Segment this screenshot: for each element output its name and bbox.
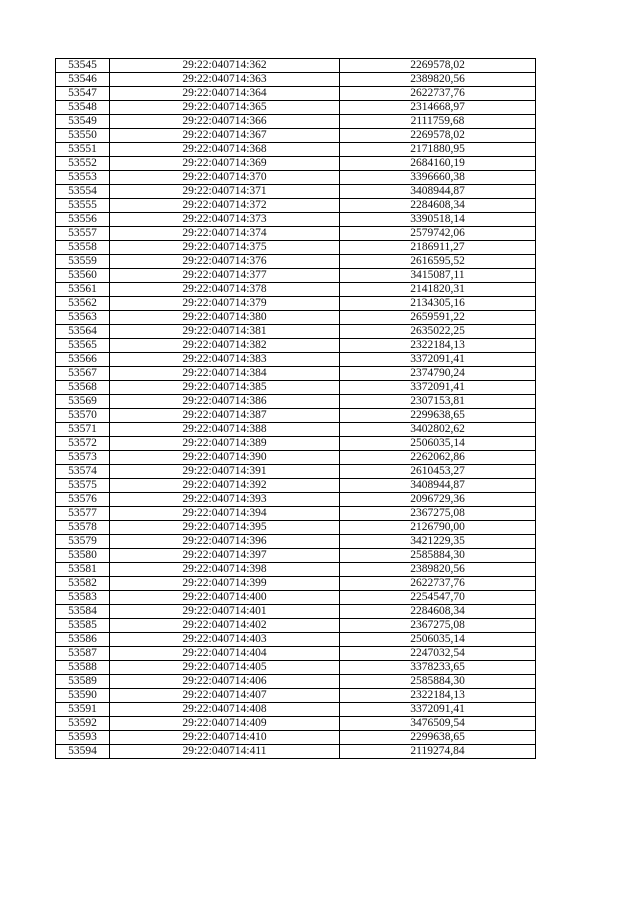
row-number-cell: 53583 bbox=[56, 591, 110, 605]
table-row bbox=[56, 675, 536, 689]
row-number-cell: 53588 bbox=[56, 661, 110, 675]
table-row bbox=[56, 87, 536, 101]
cadastral-number-cell: 29:22:040714:388 bbox=[110, 423, 340, 437]
cadastral-value-cell: 2389820,56 bbox=[340, 73, 536, 87]
cadastral-value-cell: 3408944,87 bbox=[340, 479, 536, 493]
cadastral-number-cell: 29:22:040714:405 bbox=[110, 661, 340, 675]
row-number-cell: 53579 bbox=[56, 535, 110, 549]
cadastral-value-cell: 2269578,02 bbox=[340, 129, 536, 143]
cadastral-number-cell: 29:22:040714:365 bbox=[110, 101, 340, 115]
cadastral-value-cell: 3378233,65 bbox=[340, 661, 536, 675]
table-row bbox=[56, 381, 536, 395]
row-number-cell: 53552 bbox=[56, 157, 110, 171]
cadastral-value-cell: 2262062,86 bbox=[340, 451, 536, 465]
cadastral-number-cell: 29:22:040714:389 bbox=[110, 437, 340, 451]
table-row bbox=[56, 73, 536, 87]
cadastral-number-cell: 29:22:040714:395 bbox=[110, 521, 340, 535]
cadastral-number-cell: 29:22:040714:364 bbox=[110, 87, 340, 101]
row-number-cell: 53564 bbox=[56, 325, 110, 339]
row-number-cell: 53554 bbox=[56, 185, 110, 199]
row-number-cell: 53550 bbox=[56, 129, 110, 143]
table-row bbox=[56, 325, 536, 339]
table-row bbox=[56, 339, 536, 353]
cadastral-number-cell: 29:22:040714:367 bbox=[110, 129, 340, 143]
cadastral-value-cell: 3390518,14 bbox=[340, 213, 536, 227]
row-number-cell: 53594 bbox=[56, 745, 110, 759]
row-number-cell: 53559 bbox=[56, 255, 110, 269]
row-number-cell: 53561 bbox=[56, 283, 110, 297]
cadastral-value-cell: 2119274,84 bbox=[340, 745, 536, 759]
row-number-cell: 53567 bbox=[56, 367, 110, 381]
cadastral-value-cell: 2314668,97 bbox=[340, 101, 536, 115]
cadastral-number-cell: 29:22:040714:370 bbox=[110, 171, 340, 185]
row-number-cell: 53553 bbox=[56, 171, 110, 185]
table-row bbox=[56, 353, 536, 367]
cadastral-number-cell: 29:22:040714:379 bbox=[110, 297, 340, 311]
cadastral-value-cell: 2374790,24 bbox=[340, 367, 536, 381]
cadastral-number-cell: 29:22:040714:399 bbox=[110, 577, 340, 591]
cadastral-value-cell: 2254547,70 bbox=[340, 591, 536, 605]
row-number-cell: 53589 bbox=[56, 675, 110, 689]
table-row bbox=[56, 423, 536, 437]
cadastral-value-cell: 3396660,38 bbox=[340, 171, 536, 185]
row-number-cell: 53591 bbox=[56, 703, 110, 717]
row-number-cell: 53587 bbox=[56, 647, 110, 661]
table-row bbox=[56, 703, 536, 717]
row-number-cell: 53565 bbox=[56, 339, 110, 353]
table-row bbox=[56, 619, 536, 633]
cadastral-value-cell: 3415087,11 bbox=[340, 269, 536, 283]
cadastral-number-cell: 29:22:040714:411 bbox=[110, 745, 340, 759]
cadastral-value-cell: 2141820,31 bbox=[340, 283, 536, 297]
row-number-cell: 53574 bbox=[56, 465, 110, 479]
table-row bbox=[56, 409, 536, 423]
cadastral-number-cell: 29:22:040714:375 bbox=[110, 241, 340, 255]
row-number-cell: 53571 bbox=[56, 423, 110, 437]
cadastral-number-cell: 29:22:040714:371 bbox=[110, 185, 340, 199]
row-number-cell: 53556 bbox=[56, 213, 110, 227]
cadastral-value-cell: 2585884,30 bbox=[340, 549, 536, 563]
cadastral-number-cell: 29:22:040714:368 bbox=[110, 143, 340, 157]
table-row bbox=[56, 157, 536, 171]
table-body bbox=[56, 59, 536, 759]
cadastral-value-cell: 2610453,27 bbox=[340, 465, 536, 479]
cadastral-value-cell: 2322184,13 bbox=[340, 689, 536, 703]
cadastral-number-cell: 29:22:040714:397 bbox=[110, 549, 340, 563]
cadastral-value-cell: 2284608,34 bbox=[340, 605, 536, 619]
table-row bbox=[56, 437, 536, 451]
cadastral-number-cell: 29:22:040714:404 bbox=[110, 647, 340, 661]
row-number-cell: 53551 bbox=[56, 143, 110, 157]
cadastral-value-table bbox=[55, 58, 536, 759]
row-number-cell: 53570 bbox=[56, 409, 110, 423]
cadastral-value-cell: 2247032,54 bbox=[340, 647, 536, 661]
cadastral-value-cell: 3372091,41 bbox=[340, 381, 536, 395]
row-number-cell: 53560 bbox=[56, 269, 110, 283]
cadastral-value-cell: 3372091,41 bbox=[340, 353, 536, 367]
cadastral-value-cell: 2684160,19 bbox=[340, 157, 536, 171]
cadastral-number-cell: 29:22:040714:406 bbox=[110, 675, 340, 689]
cadastral-number-cell: 29:22:040714:374 bbox=[110, 227, 340, 241]
cadastral-number-cell: 29:22:040714:386 bbox=[110, 395, 340, 409]
cadastral-value-cell: 2622737,76 bbox=[340, 577, 536, 591]
cadastral-number-cell: 29:22:040714:400 bbox=[110, 591, 340, 605]
cadastral-number-cell: 29:22:040714:372 bbox=[110, 199, 340, 213]
table-row bbox=[56, 717, 536, 731]
cadastral-value-cell: 3372091,41 bbox=[340, 703, 536, 717]
cadastral-value-cell: 2367275,08 bbox=[340, 619, 536, 633]
cadastral-value-cell: 2299638,65 bbox=[340, 409, 536, 423]
table-row bbox=[56, 731, 536, 745]
cadastral-number-cell: 29:22:040714:390 bbox=[110, 451, 340, 465]
table-row bbox=[56, 633, 536, 647]
table-row bbox=[56, 563, 536, 577]
row-number-cell: 53549 bbox=[56, 115, 110, 129]
cadastral-value-cell: 2389820,56 bbox=[340, 563, 536, 577]
cadastral-number-cell: 29:22:040714:383 bbox=[110, 353, 340, 367]
cadastral-number-cell: 29:22:040714:387 bbox=[110, 409, 340, 423]
cadastral-number-cell: 29:22:040714:376 bbox=[110, 255, 340, 269]
row-number-cell: 53569 bbox=[56, 395, 110, 409]
cadastral-value-cell: 2269578,02 bbox=[340, 59, 536, 73]
table-row bbox=[56, 255, 536, 269]
cadastral-value-cell: 2622737,76 bbox=[340, 87, 536, 101]
cadastral-value-cell: 3402802,62 bbox=[340, 423, 536, 437]
cadastral-number-cell: 29:22:040714:410 bbox=[110, 731, 340, 745]
cadastral-value-cell: 2506035,14 bbox=[340, 633, 536, 647]
table-row bbox=[56, 689, 536, 703]
row-number-cell: 53563 bbox=[56, 311, 110, 325]
cadastral-number-cell: 29:22:040714:398 bbox=[110, 563, 340, 577]
row-number-cell: 53582 bbox=[56, 577, 110, 591]
cadastral-value-cell: 3476509,54 bbox=[340, 717, 536, 731]
table-row bbox=[56, 283, 536, 297]
table-row bbox=[56, 605, 536, 619]
table-row bbox=[56, 465, 536, 479]
cadastral-number-cell: 29:22:040714:394 bbox=[110, 507, 340, 521]
table-row bbox=[56, 745, 536, 759]
cadastral-number-cell: 29:22:040714:366 bbox=[110, 115, 340, 129]
row-number-cell: 53577 bbox=[56, 507, 110, 521]
document-page bbox=[55, 58, 536, 759]
cadastral-number-cell: 29:22:040714:401 bbox=[110, 605, 340, 619]
table-row bbox=[56, 199, 536, 213]
cadastral-value-cell: 2134305,16 bbox=[340, 297, 536, 311]
row-number-cell: 53584 bbox=[56, 605, 110, 619]
table-row bbox=[56, 535, 536, 549]
cadastral-number-cell: 29:22:040714:373 bbox=[110, 213, 340, 227]
table-row bbox=[56, 269, 536, 283]
table-row bbox=[56, 507, 536, 521]
cadastral-number-cell: 29:22:040714:381 bbox=[110, 325, 340, 339]
row-number-cell: 53545 bbox=[56, 59, 110, 73]
row-number-cell: 53548 bbox=[56, 101, 110, 115]
cadastral-value-cell: 2579742,06 bbox=[340, 227, 536, 241]
row-number-cell: 53546 bbox=[56, 73, 110, 87]
row-number-cell: 53558 bbox=[56, 241, 110, 255]
cadastral-number-cell: 29:22:040714:377 bbox=[110, 269, 340, 283]
row-number-cell: 53575 bbox=[56, 479, 110, 493]
table-row bbox=[56, 395, 536, 409]
table-row bbox=[56, 101, 536, 115]
table-row bbox=[56, 549, 536, 563]
cadastral-value-cell: 2284608,34 bbox=[340, 199, 536, 213]
cadastral-value-cell: 2506035,14 bbox=[340, 437, 536, 451]
row-number-cell: 53592 bbox=[56, 717, 110, 731]
row-number-cell: 53576 bbox=[56, 493, 110, 507]
row-number-cell: 53562 bbox=[56, 297, 110, 311]
row-number-cell: 53572 bbox=[56, 437, 110, 451]
table-row bbox=[56, 171, 536, 185]
cadastral-number-cell: 29:22:040714:382 bbox=[110, 339, 340, 353]
table-row bbox=[56, 185, 536, 199]
row-number-cell: 53566 bbox=[56, 353, 110, 367]
cadastral-number-cell: 29:22:040714:369 bbox=[110, 157, 340, 171]
table-row bbox=[56, 59, 536, 73]
cadastral-number-cell: 29:22:040714:362 bbox=[110, 59, 340, 73]
cadastral-value-cell: 2367275,08 bbox=[340, 507, 536, 521]
table-row bbox=[56, 521, 536, 535]
cadastral-value-cell: 2126790,00 bbox=[340, 521, 536, 535]
cadastral-number-cell: 29:22:040714:384 bbox=[110, 367, 340, 381]
table-row bbox=[56, 479, 536, 493]
cadastral-value-cell: 2299638,65 bbox=[340, 731, 536, 745]
table-row bbox=[56, 241, 536, 255]
table-row bbox=[56, 493, 536, 507]
row-number-cell: 53568 bbox=[56, 381, 110, 395]
table-row bbox=[56, 451, 536, 465]
table-row bbox=[56, 297, 536, 311]
cadastral-value-cell: 2659591,22 bbox=[340, 311, 536, 325]
cadastral-number-cell: 29:22:040714:396 bbox=[110, 535, 340, 549]
cadastral-number-cell: 29:22:040714:409 bbox=[110, 717, 340, 731]
table-row bbox=[56, 227, 536, 241]
cadastral-value-cell: 2096729,36 bbox=[340, 493, 536, 507]
cadastral-number-cell: 29:22:040714:403 bbox=[110, 633, 340, 647]
row-number-cell: 53586 bbox=[56, 633, 110, 647]
cadastral-value-cell: 2616595,52 bbox=[340, 255, 536, 269]
cadastral-number-cell: 29:22:040714:378 bbox=[110, 283, 340, 297]
row-number-cell: 53578 bbox=[56, 521, 110, 535]
table-row bbox=[56, 213, 536, 227]
cadastral-value-cell: 3421229,35 bbox=[340, 535, 536, 549]
table-row bbox=[56, 577, 536, 591]
row-number-cell: 53581 bbox=[56, 563, 110, 577]
cadastral-number-cell: 29:22:040714:363 bbox=[110, 73, 340, 87]
cadastral-number-cell: 29:22:040714:380 bbox=[110, 311, 340, 325]
cadastral-number-cell: 29:22:040714:393 bbox=[110, 493, 340, 507]
cadastral-value-cell: 2111759,68 bbox=[340, 115, 536, 129]
row-number-cell: 53590 bbox=[56, 689, 110, 703]
cadastral-value-cell: 2322184,13 bbox=[340, 339, 536, 353]
cadastral-value-cell: 2171880,95 bbox=[340, 143, 536, 157]
cadastral-value-cell: 2307153,81 bbox=[340, 395, 536, 409]
table-row bbox=[56, 143, 536, 157]
cadastral-value-cell: 2186911,27 bbox=[340, 241, 536, 255]
table-row bbox=[56, 591, 536, 605]
table-row bbox=[56, 661, 536, 675]
cadastral-number-cell: 29:22:040714:402 bbox=[110, 619, 340, 633]
cadastral-value-cell: 3408944,87 bbox=[340, 185, 536, 199]
table-row bbox=[56, 311, 536, 325]
row-number-cell: 53555 bbox=[56, 199, 110, 213]
table-row bbox=[56, 115, 536, 129]
table-row bbox=[56, 367, 536, 381]
cadastral-value-cell: 2635022,25 bbox=[340, 325, 536, 339]
row-number-cell: 53585 bbox=[56, 619, 110, 633]
row-number-cell: 53573 bbox=[56, 451, 110, 465]
cadastral-number-cell: 29:22:040714:407 bbox=[110, 689, 340, 703]
cadastral-number-cell: 29:22:040714:391 bbox=[110, 465, 340, 479]
cadastral-value-cell: 2585884,30 bbox=[340, 675, 536, 689]
row-number-cell: 53580 bbox=[56, 549, 110, 563]
cadastral-number-cell: 29:22:040714:385 bbox=[110, 381, 340, 395]
table-row bbox=[56, 129, 536, 143]
row-number-cell: 53557 bbox=[56, 227, 110, 241]
cadastral-number-cell: 29:22:040714:408 bbox=[110, 703, 340, 717]
table-row bbox=[56, 647, 536, 661]
cadastral-number-cell: 29:22:040714:392 bbox=[110, 479, 340, 493]
row-number-cell: 53593 bbox=[56, 731, 110, 745]
row-number-cell: 53547 bbox=[56, 87, 110, 101]
